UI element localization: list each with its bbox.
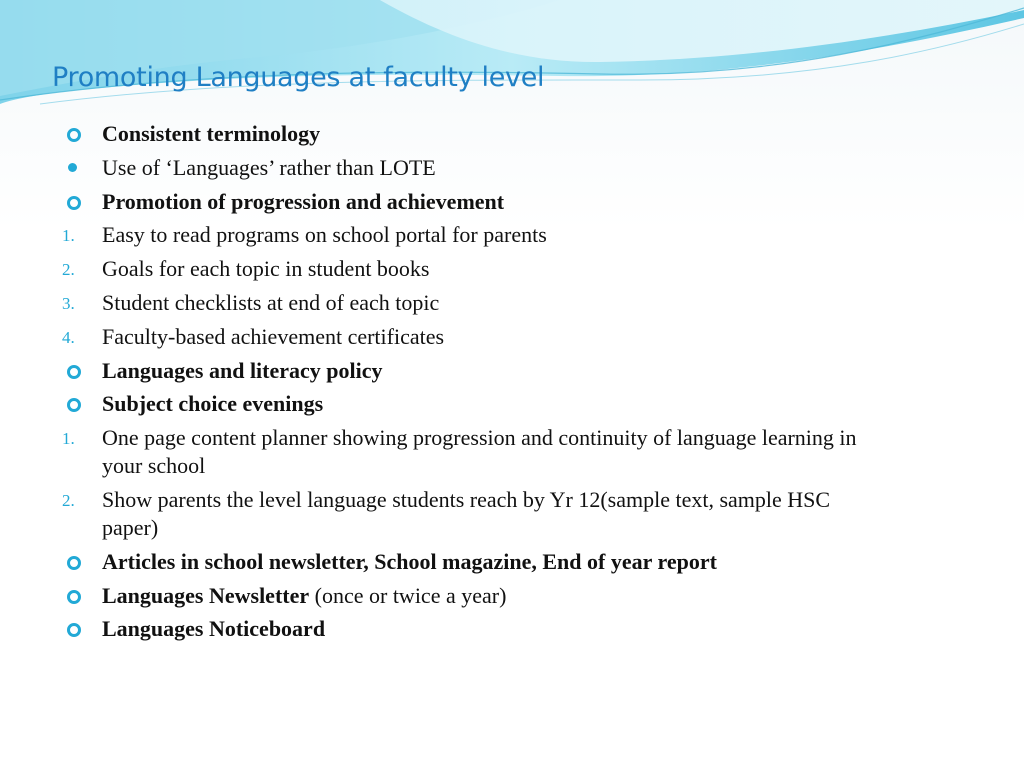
list-item [62, 323, 862, 351]
ring-bullet-icon [62, 582, 92, 610]
item-text: Languages and literacy policy [102, 357, 383, 383]
item-text: Languages Noticeboard [102, 616, 326, 642]
ring-bullet-icon [62, 120, 92, 148]
list-item [62, 615, 862, 643]
list-number-label: 4. [62, 327, 75, 347]
bullet-list [62, 120, 862, 649]
list-number [62, 255, 92, 283]
item-text: Articles in school newsletter, School magazine, End of year report [102, 548, 717, 574]
list-number-label: 2. [62, 260, 75, 280]
item-text: Student checklists at end of each topic [102, 289, 440, 315]
list-item [62, 154, 862, 182]
item-text: Show parents the level language students reach by Yr 12(sample text, sample HSC paper) [102, 486, 831, 540]
list-item [62, 188, 862, 216]
item-text: Goals for each topic in student books [102, 256, 430, 282]
ring-bullet-icon [62, 548, 92, 576]
list-item [62, 548, 862, 576]
dot-bullet-icon [62, 154, 92, 182]
list-number-label: 3. [62, 293, 75, 313]
list-item [62, 582, 862, 610]
list-item [62, 424, 862, 480]
list-item [62, 289, 862, 317]
list-number [62, 323, 92, 351]
ring-bullet-icon [62, 615, 92, 643]
item-text: Consistent terminology [102, 121, 321, 146]
list-number-label: 1. [62, 226, 75, 246]
list-number [62, 289, 92, 317]
list-number [62, 424, 92, 452]
item-text: Faculty-based achievement certificates [102, 323, 445, 349]
slide-title: Promoting Languages at faculty level [52, 62, 545, 93]
list-number [62, 221, 92, 249]
list-number [62, 486, 92, 514]
item-text: Promotion of progression and achievement [102, 188, 505, 214]
list-item [62, 390, 862, 418]
ring-bullet-icon [62, 390, 92, 418]
list-item [62, 357, 862, 385]
list-item [62, 120, 862, 148]
ring-bullet-icon [62, 357, 92, 385]
item-text: Easy to read programs on school portal for parents [102, 222, 547, 248]
item-text: Use of ‘Languages’ rather than LOTE [102, 154, 436, 180]
list-item [62, 221, 862, 249]
list-item [62, 486, 862, 542]
top-wave-decoration [0, 0, 1024, 120]
list-number-label: 1. [62, 429, 75, 449]
item-note: (once or twice a year) [309, 582, 507, 608]
ring-bullet-icon [62, 188, 92, 216]
item-text: Subject choice evenings [102, 391, 324, 417]
list-number-label: 2. [62, 490, 75, 510]
list-item [62, 255, 862, 283]
item-text: Languages Newsletter [102, 582, 310, 608]
item-text: One page content planner showing progression and continuity of language learning in your school [102, 425, 857, 479]
